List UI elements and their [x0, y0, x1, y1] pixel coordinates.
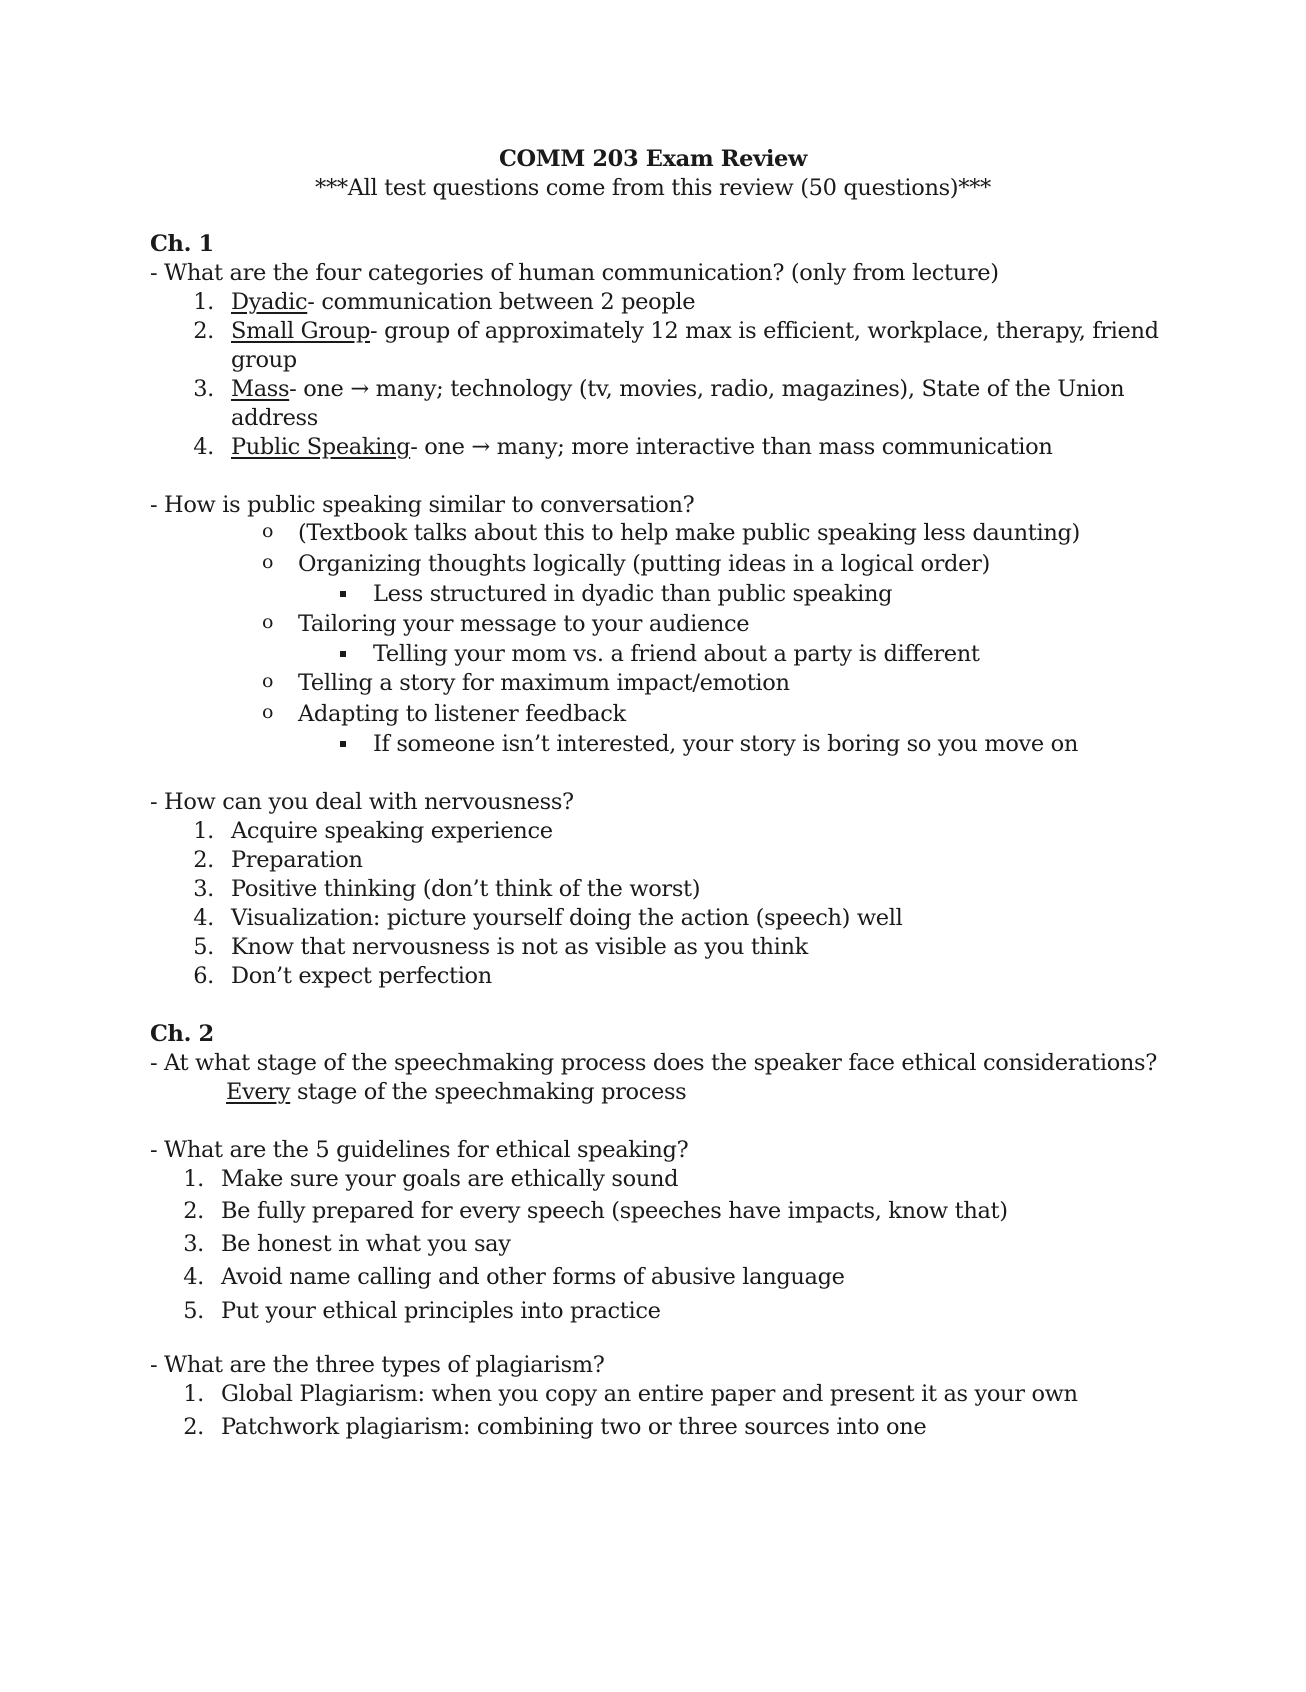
ch2-question-plagiarism: - What are the three types of plagiarism?: [150, 1352, 605, 1378]
chapter-1-heading: Ch. 1: [150, 231, 214, 257]
item-number: 2.: [193, 847, 214, 873]
hollow-bullet-icon: o: [262, 551, 274, 573]
item-text: Make sure your goals are ethically sound: [221, 1166, 679, 1192]
item-term: Mass: [231, 376, 290, 402]
item-number: 1.: [183, 1381, 204, 1407]
item-text: - communication between 2 people: [307, 289, 696, 315]
item-number: 6.: [193, 963, 214, 989]
item-text: Don’t expect perfection: [231, 963, 492, 989]
hollow-bullet-icon: o: [262, 701, 274, 723]
ch2-question-ethics-stage: - At what stage of the speechmaking process does the speaker face ethical considerations?: [150, 1050, 1157, 1076]
list-item: Tailoring your message to your audience: [298, 611, 750, 637]
item-number: 4.: [183, 1264, 204, 1290]
item-term: Small Group: [231, 318, 371, 344]
item-number: 2.: [183, 1414, 204, 1440]
ch2-answer-ethics-stage: [226, 1077, 686, 1107]
item-text: - one → many; more interactive than mass communication: [410, 434, 1053, 460]
item-text: Patchwork plagiarism: combining two or three sources into one: [221, 1414, 927, 1440]
answer-term: Every: [226, 1079, 291, 1105]
list-item: Telling a story for maximum impact/emotion: [298, 670, 790, 696]
square-bullet-icon: [340, 741, 346, 747]
document-title: COMM 203 Exam Review: [498, 146, 808, 172]
list-item: Adapting to listener feedback: [298, 701, 626, 727]
chapter-2-heading: Ch. 2: [150, 1021, 214, 1047]
item-text: Visualization: picture yourself doing the action (speech) well: [231, 905, 903, 931]
square-bullet-icon: [340, 591, 346, 597]
item-text: Acquire speaking experience: [231, 818, 553, 844]
hollow-bullet-icon: o: [262, 670, 274, 692]
hollow-bullet-icon: o: [262, 520, 274, 542]
item-number: 3.: [193, 876, 214, 902]
ch2-question-guidelines: - What are the 5 guidelines for ethical speaking?: [150, 1137, 689, 1163]
item-number: 2.: [183, 1198, 204, 1224]
item-text: - one → many; technology (tv, movies, radio, magazines), State of the Union: [289, 376, 1125, 402]
item-text: Put your ethical principles into practice: [221, 1298, 661, 1324]
hollow-bullet-icon: o: [262, 611, 274, 633]
list-item: Organizing thoughts logically (putting ideas in a logical order): [298, 551, 990, 577]
item-number: 4.: [193, 905, 214, 931]
item-text: Know that nervousness is not as visible as you think: [231, 934, 808, 960]
item-term: Dyadic: [231, 289, 308, 315]
item-number: 2.: [193, 318, 214, 344]
list-subitem: If someone isn’t interested, your story is boring so you move on: [373, 731, 1079, 757]
item-number: 5.: [193, 934, 214, 960]
item-text: Global Plagiarism: when you copy an entire paper and present it as your own: [221, 1381, 1078, 1407]
item-number: 3.: [193, 376, 214, 402]
item-text: Preparation: [231, 847, 363, 873]
answer-text: stage of the speechmaking process: [290, 1079, 687, 1105]
ch1-question-conversation: - How is public speaking similar to conversation?: [150, 492, 695, 518]
list-subitem: Telling your mom vs. a friend about a party is different: [373, 641, 980, 667]
item-text: Be fully prepared for every speech (speeches have impacts, know that): [221, 1198, 1008, 1224]
document-subtitle: ***All test questions come from this review (50 questions)***: [315, 175, 991, 201]
list-subitem: Less structured in dyadic than public speaking: [373, 581, 893, 607]
item-number: 1.: [193, 289, 214, 315]
item-continuation: address: [231, 405, 318, 431]
item-number: 1.: [183, 1166, 204, 1192]
square-bullet-icon: [340, 651, 346, 657]
ch1-question-categories: - What are the four categories of human communication? (only from lecture): [150, 260, 999, 286]
item-term: Public Speaking: [231, 434, 411, 460]
item-number: 3.: [183, 1231, 204, 1257]
list-item: (Textbook talks about this to help make public speaking less daunting): [298, 520, 1080, 546]
item-number: 4.: [193, 434, 214, 460]
item-text: Avoid name calling and other forms of abusive language: [221, 1264, 845, 1290]
item-number: 1.: [193, 818, 214, 844]
item-text: - group of approximately 12 max is efficient, workplace, therapy, friend: [370, 318, 1159, 344]
item-text: Be honest in what you say: [221, 1231, 511, 1257]
item-number: 5.: [183, 1298, 204, 1324]
item-text: Positive thinking (don’t think of the worst): [231, 876, 701, 902]
ch1-question-nervousness: - How can you deal with nervousness?: [150, 789, 574, 815]
item-continuation: group: [231, 347, 297, 373]
